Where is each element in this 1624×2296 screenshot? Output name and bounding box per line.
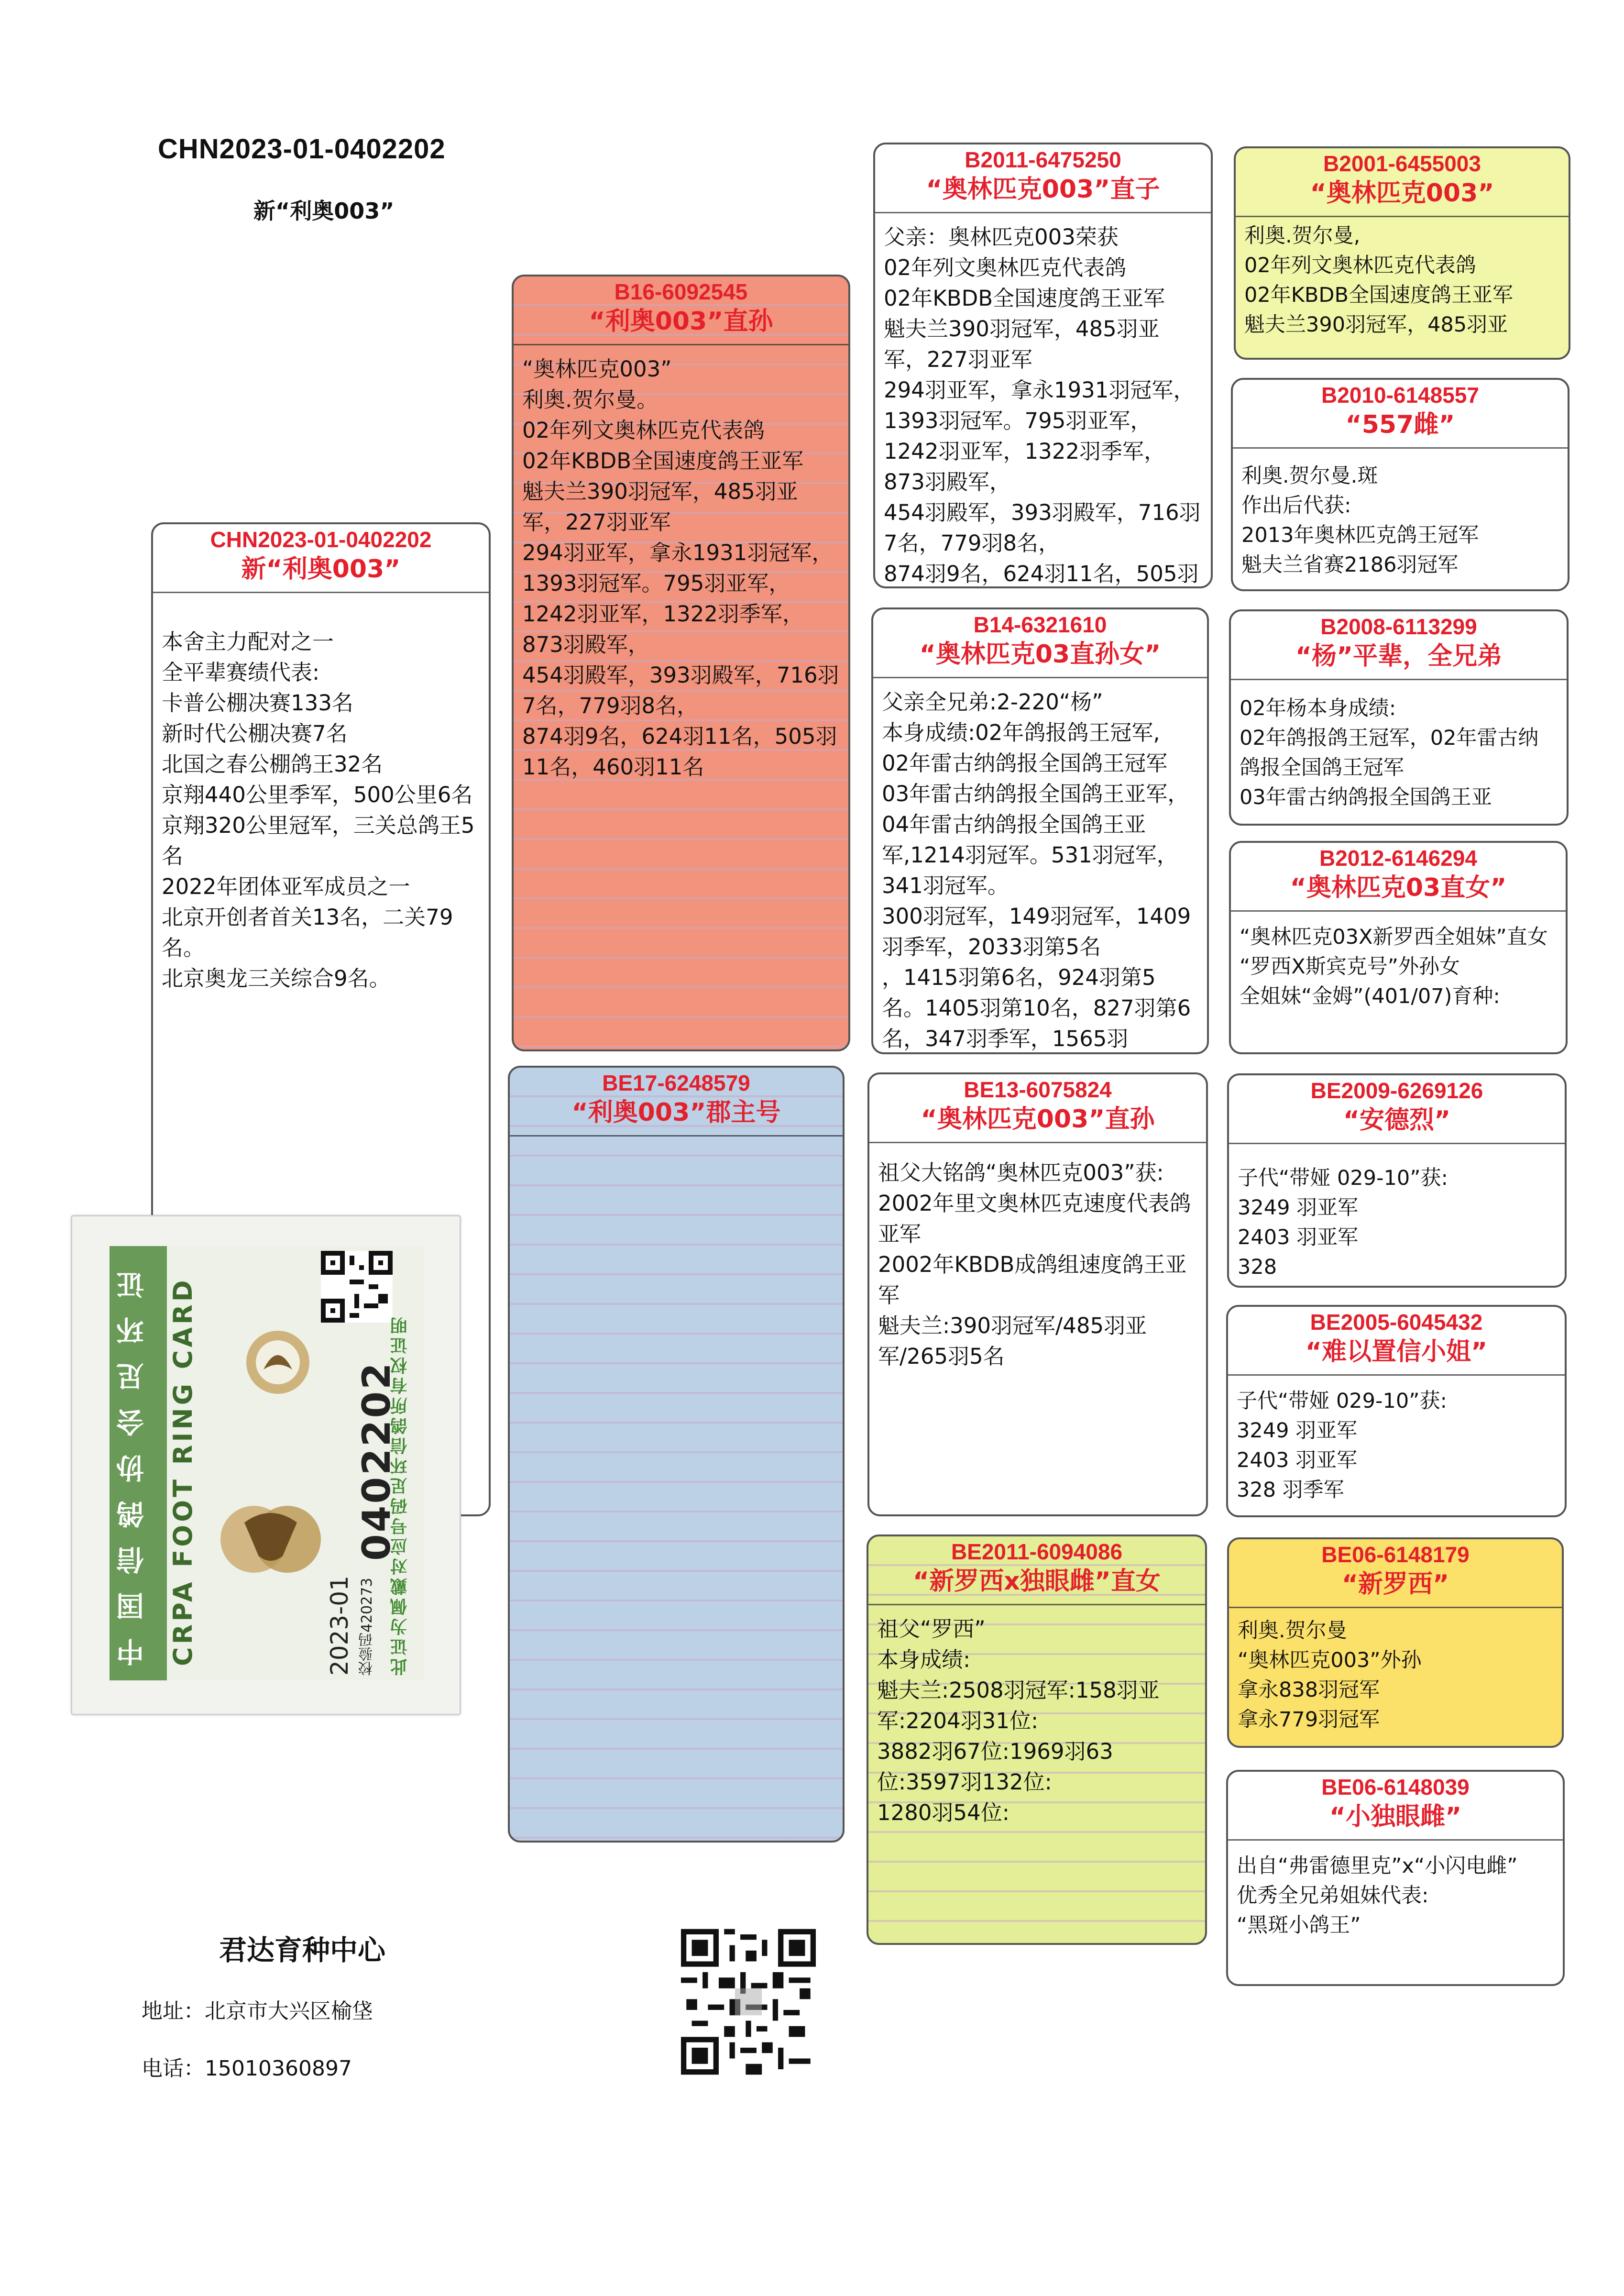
great-granddam-4-name: “小独眼雌”: [1329, 1802, 1462, 1831]
great-granddam-1-id: B2010-6148557: [1321, 383, 1479, 408]
granddam-2-body: 祖父“罗西” 本身成绩: 魁夫兰:2508羽冠军:158羽亚军:2204羽31位: 3882羽67位:1969羽63位:3597羽132位: 1280羽54位:: [877, 1616, 1160, 1825]
great-granddam-1-name: “557雌”: [1345, 410, 1455, 439]
grandsire-2-body: 祖父大铭鸽“奥林匹克003”获: 2002年里文奥林匹克速度代表鸽亚军 2002年KBDB成鸽组速度鸽王亚军 魁夫兰:390羽冠军/485羽亚军/265羽5名: [878, 1159, 1191, 1369]
ring-card-title-cn: 中国信鸽协会足环证: [116, 1253, 149, 1666]
pedigree-ring-number: CHN2023-01-0402202: [158, 133, 446, 165]
globe-emblem-icon: [216, 1484, 326, 1594]
granddam-1-id: B14-6321610: [973, 612, 1107, 637]
great-granddam-3-name: “难以置信小姐”: [1305, 1337, 1488, 1366]
great-grandsire-1-card: [1234, 146, 1570, 360]
breeder-phone: 电话：15010360897: [142, 2056, 352, 2081]
granddam-2-name: “新罗西x独眼雌”直女: [913, 1567, 1161, 1596]
great-grandsire-4-body: 利奥.贺尔曼 “奥林匹克003”外孙 拿永838羽冠军 拿永779羽冠军: [1238, 1618, 1422, 1732]
subject-id: CHN2023-01-0402202: [210, 527, 432, 552]
great-grandsire-1-name: “奥林匹克003”: [1310, 178, 1494, 208]
great-grandsire-2-body: 02年杨本身成绩: 02年鸽报鸽王冠军，02年雷古纳鸽报全国鸽王冠军 03年雷古纳鸽报全国鸽王亚: [1240, 696, 1539, 809]
great-grandsire-2-name: “杨”平辈，全兄弟: [1295, 641, 1503, 671]
crpa-logo-icon: [225, 1326, 330, 1398]
sire-card: [512, 275, 850, 1051]
grandsire-2-id: BE13-6075824: [964, 1077, 1112, 1102]
granddam-1-name: “奥林匹克03直孙女”: [919, 640, 1161, 669]
great-granddam-4-card: [1226, 1770, 1565, 1986]
grandsire-1-name: “奥林匹克003”直子: [926, 175, 1160, 204]
great-granddam-2-body: “奥林匹克03X新罗西全姐妹”直女 “罗西X斯宾克号”外孙女 全姐妹“金姆”(401/07)育种:: [1240, 925, 1548, 1008]
grandsire-2-name: “奥林匹克003”直孙: [921, 1104, 1155, 1134]
great-grandsire-3-name: “安德烈”: [1343, 1105, 1451, 1135]
subject-name: 新“利奥003”: [241, 554, 401, 584]
dam-id: BE17-6248579: [602, 1071, 750, 1095]
great-grandsire-4-id: BE06-6148179: [1321, 1542, 1470, 1567]
subject-body: 本舍主力配对之一 全平辈赛绩代表: 卡普公棚决赛133名 新时代公棚决赛7名 北国之春公棚鸽王32名 京翔440公里季军，500公里6名 京翔320公里冠军，三关总鸽王5名 2022年团体亚军成员之一 北京开创者首关13名，二关79名。 北京奥龙三关综合9名。: [162, 629, 475, 991]
grandsire-2-card: [867, 1072, 1208, 1516]
great-grandsire-3-body: 子代“带娅 029-10”获: 3249 羽亚军 2403 羽亚军 328: [1238, 1166, 1448, 1279]
great-granddam-2-name: “奥林匹克03直女”: [1290, 873, 1507, 902]
great-granddam-3-id: BE2005-6045432: [1310, 1310, 1483, 1335]
foot-ring-card: [71, 1215, 461, 1715]
ring-card-qr-icon: [321, 1251, 393, 1323]
sire-name: “利奥003”直孙: [589, 307, 773, 336]
great-granddam-4-body: 出自“弗雷德里克”x“小闪电雌” 优秀全兄弟姐妹代表: “黑斑小鸽王”: [1237, 1854, 1518, 1937]
grandsire-1-body: 父亲：奥林匹克003荣获 02年列文奥林匹克代表鸽 02年KBDB全国速度鸽王亚军 魁夫兰390羽冠军，485羽亚军，227羽亚军 294羽亚军，拿永1931羽冠军，1393羽冠军。795羽亚军，1242羽亚军，1322羽季军，873羽殿军， 454羽殿军，393羽殿军，716羽7名，779羽8名， 874羽9名，624羽11名，505羽: [884, 224, 1201, 586]
breeder-address: 地址：北京市大兴区榆垡: [142, 1999, 373, 2023]
great-grandsire-1-body: 利奥.贺尔曼, 02年列文奥林匹克代表鸽 02年KBDB全国速度鸽王亚军 魁夫兰390羽冠军，485羽亚: [1244, 223, 1514, 337]
great-grandsire-2-card: [1229, 609, 1569, 826]
ring-card-year-region: 2023-01: [326, 1576, 353, 1676]
granddam-1-card: [871, 607, 1209, 1054]
great-grandsire-3-card: [1227, 1073, 1567, 1288]
qr-code-icon: [681, 1928, 816, 2076]
ring-card-check-code: 校验码420273: [359, 1578, 375, 1676]
grandsire-1-card: [873, 143, 1213, 588]
great-granddam-3-body: 子代“带娅 029-10”获: 3249 羽亚军 2403 羽亚军 328 羽季军: [1237, 1389, 1448, 1502]
great-grandsire-3-id: BE2009-6269126: [1310, 1078, 1483, 1103]
great-granddam-2-id: B2012-6146294: [1319, 846, 1477, 871]
great-grandsire-4-name: “新罗西”: [1341, 1569, 1449, 1599]
great-granddam-2-card: [1229, 841, 1568, 1054]
ring-card-title-en: CRPA FOOT RING CARD: [168, 1277, 198, 1666]
pedigree-bird-name: 新“利奥003”: [253, 198, 395, 224]
ring-card-ownership-note: 此证为佩戴对应号码足环信鸽所有权证明: [390, 1314, 410, 1676]
breeder-name: 君达育种中心: [219, 1934, 386, 1966]
dam-name: “利奥003”郡主号: [571, 1098, 781, 1127]
granddam-2-card: [867, 1534, 1207, 1945]
great-granddam-1-body: 利奥.贺尔曼.斑 作出后代获: 2013年奥林匹克鸽王冠军 魁夫兰省赛2186羽冠军: [1241, 464, 1479, 577]
grandsire-1-id: B2011-6475250: [965, 147, 1121, 172]
granddam-1-body: 父亲全兄弟:2-220“杨” 本身成绩:02年鸽报鸽王冠军, 02年雷古纳鸽报全国鸽王冠军 03年雷古纳鸽报全国鸽王亚军，04年雷古纳鸽报全国鸽王亚军,1214羽冠军。531羽冠军，341羽冠军。 300羽冠军，149羽冠军，1409羽季军，2033羽第5名 ，1415羽第6名，924羽第5名。1405羽第10名，827羽第6名，347羽季军，1565羽: [882, 689, 1191, 1051]
granddam-2-id: BE2011-6094086: [951, 1539, 1123, 1564]
dam-card: [508, 1066, 845, 1843]
great-granddam-3-card: [1226, 1305, 1567, 1517]
great-granddam-1-card: [1231, 378, 1569, 591]
great-granddam-4-id: BE06-6148039: [1321, 1775, 1470, 1799]
great-grandsire-2-id: B2008-6113299: [1320, 614, 1477, 639]
great-grandsire-1-id: B2001-6455003: [1323, 151, 1481, 176]
sire-id: B16-6092545: [614, 279, 748, 304]
ring-card-number: 0402202: [354, 1361, 399, 1561]
sire-body: “奥林匹克003” 利奥.贺尔曼。 02年列文奥林匹克代表鸽 02年KBDB全国速度鸽王亚军 魁夫兰390羽冠军，485羽亚军，227羽亚军 294羽亚军，拿永1931羽冠军，1393羽冠军。795羽亚军，1242羽亚军，1322羽季军，873羽殿军， 454羽殿军，393羽殿军，716羽7名，779羽8名， 874羽9名，624羽11名，505羽11名，460羽11名: [522, 356, 839, 780]
great-grandsire-4-card: [1227, 1537, 1564, 1748]
